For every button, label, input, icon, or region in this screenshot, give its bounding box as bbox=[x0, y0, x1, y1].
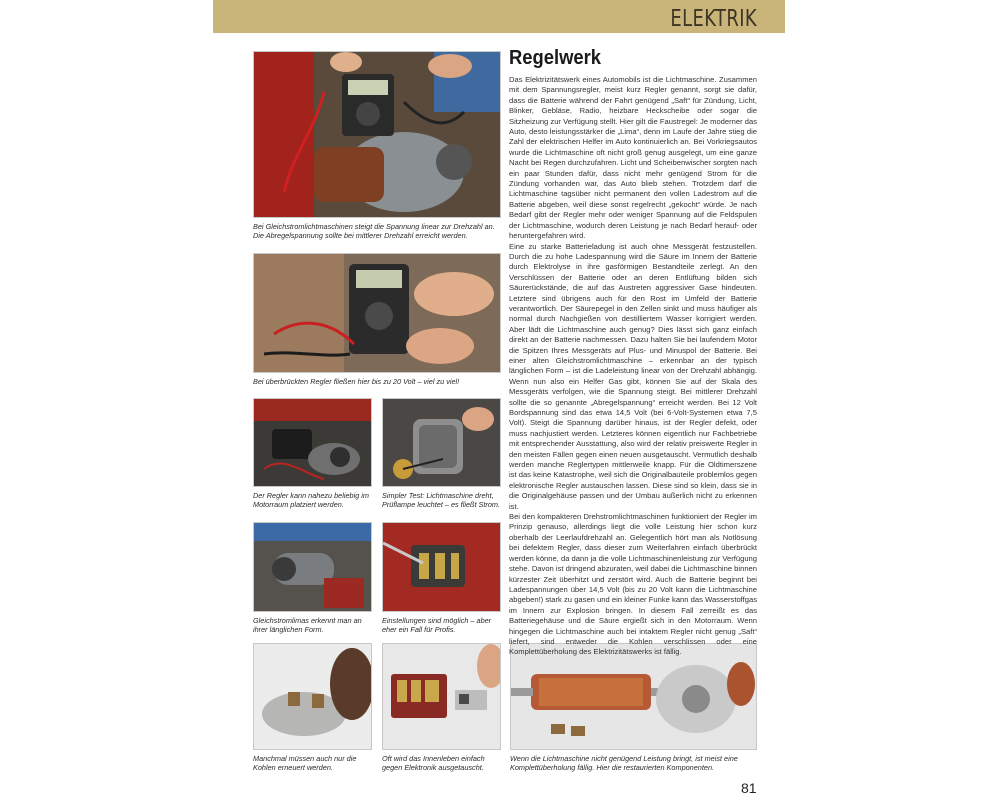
article-title: Regelwerk bbox=[509, 47, 602, 69]
photo-caption: Simpler Test: Lichtmaschine dreht, Prüflampe leuchtet – es fließt Strom. bbox=[382, 491, 501, 509]
photo-regulator-adjustment bbox=[382, 522, 501, 612]
section-label: ELEKTRIK bbox=[670, 6, 757, 32]
photo-regulator-engine-bay bbox=[253, 398, 372, 487]
photo-caption: Einstellungen sind möglich – aber eher ein Fall für Profis. bbox=[382, 616, 492, 634]
page-number: 81 bbox=[741, 780, 757, 796]
photo-multimeter-engine bbox=[253, 51, 501, 218]
photo-dc-generator bbox=[253, 522, 372, 612]
article-body bbox=[509, 75, 757, 658]
photo-caption: Der Regler kann nahezu beliebig im Motorraum platziert werden. bbox=[253, 491, 370, 509]
photo-carbon-brushes bbox=[253, 643, 372, 750]
photo-restored-components bbox=[510, 643, 757, 750]
photo-caption: Wenn die Lichtmaschine nicht genügend Leistung bringt, ist meist eine Komplettüberholung fällig. Hier die restaurierten Komponenten. bbox=[510, 754, 738, 772]
photo-alternator-test-lamp bbox=[382, 398, 501, 487]
photo-caption: Gleichstromlimas erkennt man an ihrer länglichen Form. bbox=[253, 616, 362, 634]
article-paragraph: Bei den kompakteren Drehstromlichtmaschinen funktioniert der Regler im Prinzip genauso, allerdings liegt die volle Leistung hier schon kurz oberhalb der Leerlaufdrehzahl an. Gelegentlich hört man als Notlösung bei defektem Regler, dass dieser zum Weiterfahren einfach überbrückt werden könne, da dann ja die volle Lichtmaschinenleistung zur Verfügung stehe. Davon ist dringend abzuraten, weil dabei die Lichtmaschine binnen kürzester Zeit überhitzt und zerstört wird. Auch die Batterie beginnt bei Ladespannungen über 14,5 Volt (bis zu 20 Volt kann die Lichtmaschine abgeben!) stark zu gasen und ein kleiner Funke kann das Wasserstoffgas im Innern zur Explosion bringen. In diesem Fall zerreißt es das Batteriegehäuse und die Säure ergießt sich in den Motorraum. Wenn hingegen die Lichtmaschine auch bei intaktem Regler nicht genug „Saft“ liefert, sind entweder die Kohlen verschlissen oder eine Komplettüberholung des Elektrizitätswerks ist fällig. bbox=[509, 512, 757, 657]
photo-electronic-regulator bbox=[382, 643, 501, 750]
article-paragraph: Das Elektrizitätswerk eines Automobils ist die Lichtmaschine. Zusammen mit dem Spannungsregler, meist kurz Regler genannt, sorgt sie dafür, dass die Batterie während der Fahrt genügend „Saft“ für Zündung, Licht, Blinker, Gebläse, Radio, heizbare Heckscheibe oder sogar die Sitzheizung zur Verfügung stellt. Hier gilt die Faustregel: Je moderner das Auto, desto leistungsstärker die „Lima“, denn im Laufe der Jahre stieg die Zahl der elektrischen Helfer im Auto kontinuierlich an. Bei Vorkriegsautos wurde die Lichtmaschine oft nicht groß genug ausgelegt, um eine ganze Nacht bei Regen durchzufahren. Licht und Scheibenwischer sorgten nach ein paar Stunden dafür, dass nicht mehr genügend Strom für die Zündung vorhanden war, das Auto blieb stehen. Trotzdem darf die Lichtmaschine tagsüber nicht permanent den vollen Ladestrom auf die Batterie abgeben, weil diese sonst regelrecht „gekocht“ würde. Je nach Bedarf gibt der Regler mehr oder weniger Spannung auf die Feldspulen der Lichtmaschine, wodurch deren Leistung je nach Bedarf herauf- oder heruntergefahren wird. bbox=[509, 75, 757, 241]
photo-caption: Manchmal müssen auch nur die Kohlen erneuert werden. bbox=[253, 754, 357, 772]
section-header-band bbox=[213, 0, 785, 33]
photo-caption: Bei Gleichstromlichtmaschinen steigt die Spannung linear zur Drehzahl an. Die Abregelspannung sollte bei mittlerer Drehzahl erreicht werden. bbox=[253, 222, 495, 240]
photo-caption: Bei überbrückten Regler fließen hier bis zu 20 Volt – viel zu viel! bbox=[253, 377, 460, 386]
photo-caption: Oft wird das Innenleben einfach gegen Elektronik ausgetauscht. bbox=[382, 754, 485, 772]
article-paragraph: Eine zu starke Batterieladung ist auch ohne Messgerät festzustellen. Durch die zu hohe Ladespannung wird die Säure im Innern der Batterie durch Elektrolyse in ihre gasförmigen Bestandteile zerlegt. An den Verschlüssen der Batterie oder an deren Entlüftung bilden sich Säurerückstände, die auf das Austreten aggressiver Gase hindeuten. Letztere sind übrigens auch für den Rost im Umfeld der Batterie verantwortlich. Der Säurepegel in den Zellen sinkt und muss häufiger als normal durch Nachgießen von destilliertem Wasser korrigiert werden. Aber lädt die Lichtmaschine auch genug? Dies lässt sich ganz einfach direkt an der Batterie nachmessen. Dazu halten Sie bei laufendem Motor die Spitzen Ihres Messgeräts auf Plus- und Minuspol der Batterie. Bei einer alten Gleichstromlichtmaschine – erkennbar an der typisch länglichen Form – ist die Ladeleistung linear von der Drehzahl abhängig. Wenn nun also ein Helfer Gas gibt, können Sie auf der Skala des Messgeräts verfolgen, wie die Spannung steigt. Bei mittlerer Drehzahl sollte die so genannte „Abregelspannung“ erreicht werden. Bei 12 Volt Bordspannung sind das etwa 14,5 Volt (bei 6-Volt-Systemen etwa 7,5 Volt). Steigt die Spannung darüber hinaus, ist der Regler defekt, oder muss nachjustiert werden. Letzteres können eigentlich nur Fachbetriebe mit entsprechender Ausstattung, also wird der relativ preiswerte Regler in den meisten Fällen gegen einen neuen ausgetauscht. Vermutlich deshalb werden manche Reglertypen mittlerweile knapp. Für die Oldtimerszene ist das keine Katastrophe, weil sich die Originalbauteile problemlos gegen elektronische Regler austauschen lassen. Diese sind so klein, dass sie in die Originalgehäuse passen und der Umbau äußerlich nicht zu erkennen ist. bbox=[509, 241, 757, 511]
photo-multimeter-closeup bbox=[253, 253, 501, 373]
